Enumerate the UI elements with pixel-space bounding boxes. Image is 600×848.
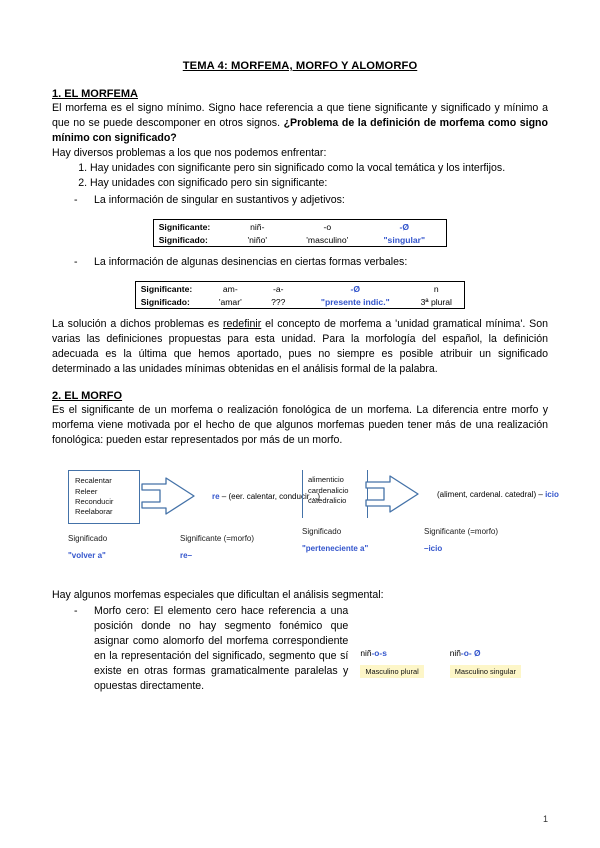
- table-cell: -Ø: [399, 221, 410, 232]
- example-tag: Masculino singular: [450, 665, 521, 678]
- example-end: s: [382, 647, 387, 658]
- morfo-cero-examples-col: [360, 604, 548, 678]
- diagram-word: catedralicio: [308, 495, 347, 505]
- diagram-legend-item-4: [424, 527, 498, 553]
- analysis-table-2-wrap: [52, 281, 548, 309]
- morfo-cero-text-col: [52, 604, 348, 694]
- section-1-intro-question: ¿Problema de la definición de morfema como signo mínimo con significado?: [52, 117, 548, 145]
- row-label: Significado:: [158, 234, 208, 245]
- page-number: 1: [542, 814, 548, 824]
- row-label: Significado:: [140, 296, 190, 307]
- list-item: 1. Hay unidades con significante pero sin significado como la vocal temática y los interfijos.: [90, 161, 548, 176]
- sub-list-b: [52, 255, 548, 270]
- table-cell: niñ-: [250, 221, 265, 232]
- row-label: Significante:: [158, 221, 211, 232]
- diagram-legend-item-2: [180, 534, 254, 560]
- legend-label: Significante (=morfo): [424, 527, 499, 537]
- table-cell: "presente indic.": [320, 296, 390, 307]
- table-cell: -a-: [273, 283, 284, 294]
- special-morphemes-lead: Hay algunos morfemas especiales que dificultan el análisis segmental:: [52, 589, 384, 602]
- diagram-word: Reelaborar: [75, 506, 113, 516]
- diagram-word: Releer: [75, 486, 98, 496]
- section-1-heading: 1. EL MORFEMA: [52, 88, 138, 100]
- diagram-word: Recalentar: [75, 476, 112, 486]
- diagram-word: Reconducir: [75, 496, 114, 506]
- table-row: [153, 220, 447, 234]
- solution-pre: La solución a dichos problemas es: [52, 318, 223, 331]
- table-cell: 3ª plural: [420, 296, 452, 307]
- diagram-right-wordbox: [302, 470, 368, 518]
- legend-value: re–: [180, 551, 193, 561]
- legend-label: Significado: [68, 534, 108, 544]
- table-cell: n: [433, 283, 439, 294]
- table-cell: 'niño': [247, 234, 268, 245]
- list-item: 2. Hay unidades con significado pero sin significante:: [90, 176, 548, 191]
- sub-list-a: [52, 193, 548, 208]
- list-item: - La información de singular en sustantivos y adjetivos:: [74, 193, 548, 208]
- table-row: [153, 233, 447, 247]
- morfo-cero-list: [52, 604, 348, 694]
- table-cell: "singular": [383, 234, 426, 245]
- example-singular: [450, 648, 521, 678]
- legend-label: Significante (=morfo): [180, 534, 255, 544]
- legend-label: Significado: [302, 527, 342, 537]
- table-row: [135, 295, 465, 309]
- table-cell: -Ø: [350, 283, 361, 294]
- list-item: - La información de algunas desinencias en ciertas formas verbales:: [74, 255, 548, 270]
- arrow-right-icon-left: [140, 476, 208, 520]
- list-item: - Morfo cero: El elemento cero hace referencia a una posición donde no hay segmento fonémico que asignar como alomorfo del morfema correspondiente en la representación del significado, segmento que sí existe en otras formas gramaticalmente paralelas y opuestas directamente.: [74, 604, 348, 694]
- analysis-table-1: [153, 219, 448, 247]
- diagram-right-bases: (aliment, cardenal. catedral) –: [437, 490, 546, 500]
- analysis-table-2: [135, 281, 466, 309]
- morfo-diagram: [52, 462, 559, 580]
- example-stem: niñ: [449, 647, 461, 658]
- table-cell: -o: [323, 221, 332, 232]
- table-cell: ???: [271, 296, 286, 307]
- section-2-heading: 2. EL MORFO: [52, 390, 123, 403]
- diagram-right-morph: icio: [545, 490, 559, 500]
- diagram-word: alimenticio: [308, 475, 344, 485]
- solution-paragraph: [52, 317, 548, 377]
- diagram-right-result: [437, 490, 559, 499]
- diagram-left-gloss: – (eer. calentar, conducir…): [219, 492, 321, 502]
- diagram-left-wordbox: [68, 470, 140, 524]
- table-cell: 'masculino': [306, 234, 349, 245]
- problems-list: [52, 161, 548, 191]
- section-1-intro: [52, 101, 548, 146]
- solution-keyword: redefinir: [223, 318, 262, 331]
- example-form: [360, 648, 423, 658]
- section-1-intro-text: El morfema es el signo mínimo. Signo hace referencia a que tiene significante y significado y mínimo a que no se puede descomponer en otros signos.: [52, 102, 548, 130]
- table-cell: am-: [222, 283, 238, 294]
- legend-value: "volver a": [68, 551, 106, 561]
- example-plural: [360, 648, 423, 678]
- legend-value: "perteneciente a": [302, 544, 369, 554]
- examples-row: [360, 648, 548, 678]
- diagram-legend-item-1: [68, 534, 107, 560]
- example-sep: -o-: [460, 647, 472, 658]
- morfo-cero-block: [52, 604, 548, 694]
- example-sep: -o-: [371, 647, 383, 658]
- problems-lead: Hay diversos problemas a los que nos podemos enfrentar:: [52, 147, 327, 160]
- diagram-word: cardenalicio: [308, 485, 349, 495]
- arrow-right-icon-right: [364, 474, 432, 518]
- example-end: Ø: [473, 647, 481, 658]
- legend-value: –icio: [424, 544, 443, 554]
- row-label: Significante:: [140, 283, 193, 294]
- page-title: TEMA 4: MORFEMA, MORFO Y ALOMORFO: [182, 60, 418, 72]
- section-2-paragraph: Es el significante de un morfema o realización fonológica de un morfema. La diferencia entre morfo y morfema viene motivada por el hecho de que algunos morfemas pueden tener más de una realización fonológica: pueden estar representados por más de un morfo.: [52, 404, 548, 447]
- diagram-left-morph: re: [212, 492, 220, 502]
- solution-post: el concepto de morfema a 'unidad gramatical mínima'. Son varias las definiciones propuestas para esta unidad. Para la morfología del español, la definición adecuada es la última que hemos aportado, pues no siempre es posible atribuir un significado determinado a las unidades mínimas obtenidas en el análisis formal de la palabra.: [52, 318, 548, 376]
- table-row: [135, 282, 465, 296]
- example-form: [450, 648, 521, 658]
- diagram-legend-item-3: [302, 527, 368, 553]
- example-tag: Masculino plural: [360, 665, 423, 678]
- table-cell: 'amar': [218, 296, 242, 307]
- example-stem: niñ: [360, 647, 372, 658]
- analysis-table-1-wrap: [52, 219, 548, 247]
